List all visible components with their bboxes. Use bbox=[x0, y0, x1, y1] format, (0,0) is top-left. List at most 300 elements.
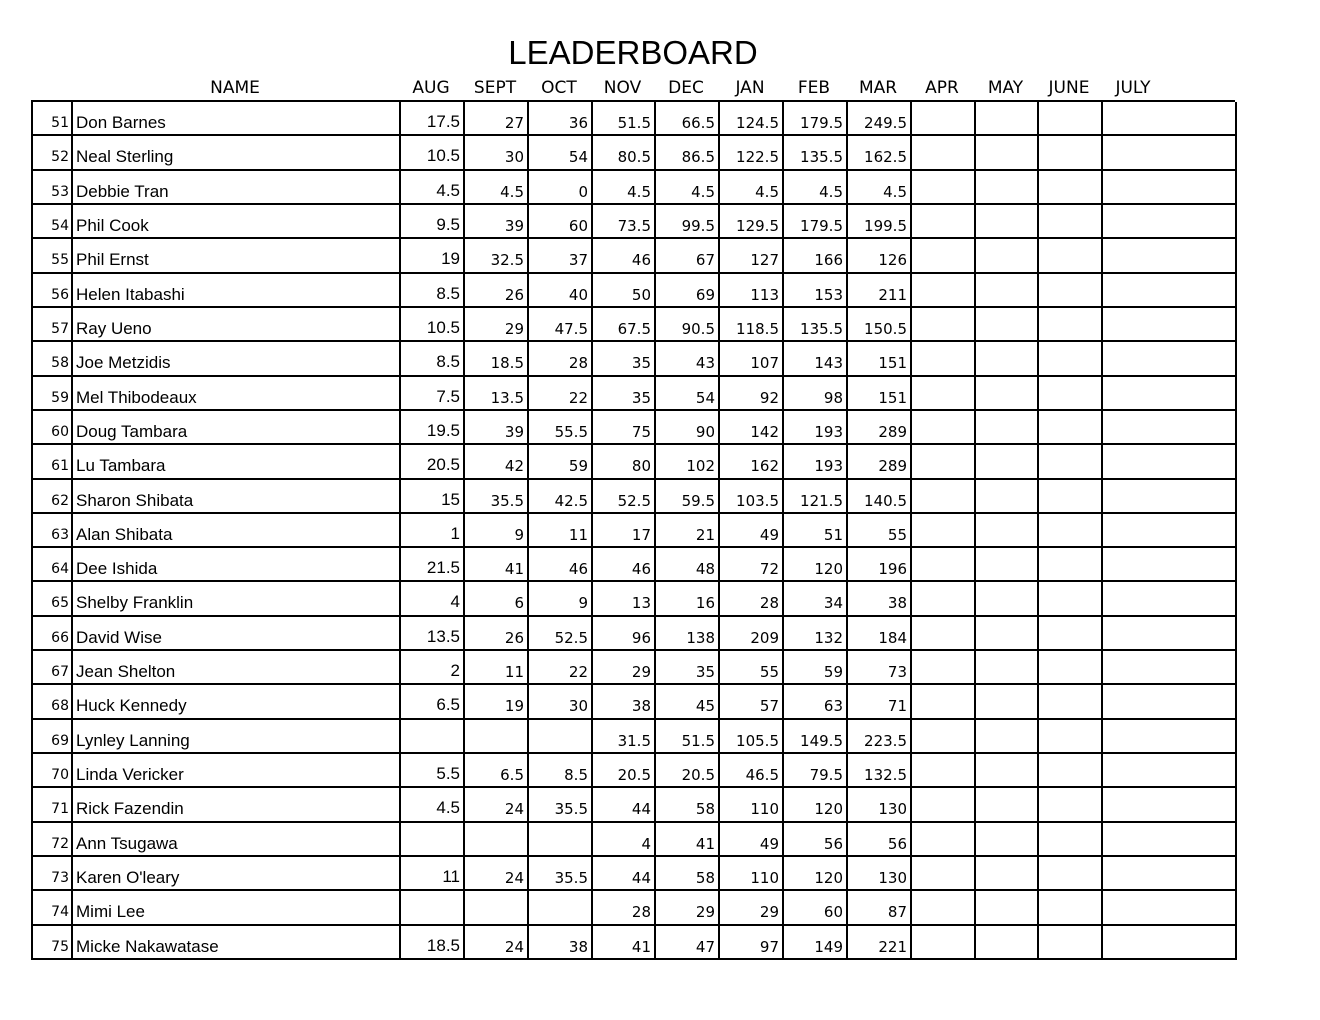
score-cell-july bbox=[1103, 754, 1237, 788]
score-cell-july bbox=[1103, 308, 1237, 342]
score-cell-feb: 153 bbox=[784, 274, 848, 308]
score-cell-july bbox=[1103, 857, 1237, 891]
score-cell-dec: 58 bbox=[656, 857, 720, 891]
score-cell-nov: 96 bbox=[593, 617, 656, 651]
score-cell-oct: 35.5 bbox=[529, 857, 593, 891]
score-cell-aug: 15 bbox=[401, 480, 465, 514]
rank-cell: 75 bbox=[33, 926, 73, 960]
score-cell-nov: 46 bbox=[593, 239, 656, 273]
score-cell-oct: 11 bbox=[529, 514, 593, 548]
score-cell-july bbox=[1103, 926, 1237, 960]
name-cell: Doug Tambara bbox=[73, 411, 401, 445]
score-cell-june bbox=[1039, 720, 1103, 754]
score-cell-nov: 52.5 bbox=[593, 480, 656, 514]
score-cell-oct: 60 bbox=[529, 205, 593, 239]
score-cell-apr bbox=[912, 651, 976, 685]
score-cell-mar: 196 bbox=[848, 548, 912, 582]
score-cell-nov: 35 bbox=[593, 377, 656, 411]
score-cell-apr bbox=[912, 582, 976, 616]
score-cell-apr bbox=[912, 514, 976, 548]
score-cell-feb: 193 bbox=[784, 445, 848, 479]
score-cell-nov: 80.5 bbox=[593, 136, 656, 170]
score-cell-aug: 5.5 bbox=[401, 754, 465, 788]
score-cell-feb: 193 bbox=[784, 411, 848, 445]
table-row bbox=[33, 651, 1235, 685]
score-cell-oct: 30 bbox=[529, 685, 593, 719]
score-cell-sept bbox=[465, 720, 529, 754]
score-cell-jan: 49 bbox=[720, 514, 784, 548]
score-cell-july bbox=[1103, 891, 1237, 925]
score-cell-sept: 24 bbox=[465, 857, 529, 891]
score-cell-dec: 21 bbox=[656, 514, 720, 548]
score-cell-june bbox=[1039, 617, 1103, 651]
score-cell-june bbox=[1039, 342, 1103, 376]
score-cell-dec: 59.5 bbox=[656, 480, 720, 514]
column-header-dec: DEC bbox=[668, 78, 704, 98]
score-cell-mar: 184 bbox=[848, 617, 912, 651]
column-header-feb: FEB bbox=[797, 78, 831, 98]
score-cell-nov: 41 bbox=[593, 926, 656, 960]
score-cell-nov: 29 bbox=[593, 651, 656, 685]
score-cell-july bbox=[1103, 582, 1237, 616]
score-cell-sept: 27 bbox=[465, 102, 529, 136]
score-cell-jan: 118.5 bbox=[720, 308, 784, 342]
name-cell: Alan Shibata bbox=[73, 514, 401, 548]
score-cell-feb: 120 bbox=[784, 857, 848, 891]
score-cell-sept bbox=[465, 891, 529, 925]
score-cell-dec: 45 bbox=[656, 685, 720, 719]
name-cell: Ray Ueno bbox=[73, 308, 401, 342]
score-cell-sept: 6 bbox=[465, 582, 529, 616]
score-cell-june bbox=[1039, 582, 1103, 616]
score-cell-jan: 92 bbox=[720, 377, 784, 411]
column-header-oct: OCT bbox=[541, 78, 577, 98]
score-cell-oct: 35.5 bbox=[529, 788, 593, 822]
score-cell-june bbox=[1039, 239, 1103, 273]
score-cell-june bbox=[1039, 857, 1103, 891]
score-cell-aug: 8.5 bbox=[401, 342, 465, 376]
score-cell-mar: 289 bbox=[848, 445, 912, 479]
score-cell-aug: 4 bbox=[401, 582, 465, 616]
table-row bbox=[33, 102, 1235, 136]
rank-cell: 60 bbox=[33, 411, 73, 445]
score-cell-feb: 149.5 bbox=[784, 720, 848, 754]
score-cell-may bbox=[976, 926, 1039, 960]
score-cell-may bbox=[976, 171, 1039, 205]
score-cell-sept: 26 bbox=[465, 274, 529, 308]
score-cell-apr bbox=[912, 823, 976, 857]
score-cell-may bbox=[976, 720, 1039, 754]
score-cell-may bbox=[976, 548, 1039, 582]
score-cell-mar: 87 bbox=[848, 891, 912, 925]
score-cell-june bbox=[1039, 136, 1103, 170]
score-cell-may bbox=[976, 685, 1039, 719]
score-cell-sept: 9 bbox=[465, 514, 529, 548]
score-cell-may bbox=[976, 857, 1039, 891]
score-cell-aug: 4.5 bbox=[401, 788, 465, 822]
rank-cell: 51 bbox=[33, 102, 73, 136]
score-cell-aug: 2 bbox=[401, 651, 465, 685]
score-cell-dec: 41 bbox=[656, 823, 720, 857]
rank-cell: 67 bbox=[33, 651, 73, 685]
score-cell-dec: 29 bbox=[656, 891, 720, 925]
score-cell-may bbox=[976, 823, 1039, 857]
score-cell-jan: 122.5 bbox=[720, 136, 784, 170]
score-cell-nov: 4 bbox=[593, 823, 656, 857]
score-cell-oct bbox=[529, 720, 593, 754]
score-cell-apr bbox=[912, 720, 976, 754]
rank-cell: 56 bbox=[33, 274, 73, 308]
score-cell-june bbox=[1039, 102, 1103, 136]
column-header-nov: NOV bbox=[603, 78, 642, 98]
score-cell-apr bbox=[912, 239, 976, 273]
score-cell-feb: 135.5 bbox=[784, 136, 848, 170]
score-cell-aug: 7.5 bbox=[401, 377, 465, 411]
table-row bbox=[33, 445, 1235, 479]
score-cell-dec: 99.5 bbox=[656, 205, 720, 239]
score-cell-mar: 4.5 bbox=[848, 171, 912, 205]
score-cell-sept: 39 bbox=[465, 205, 529, 239]
score-cell-sept: 39 bbox=[465, 411, 529, 445]
score-cell-nov: 44 bbox=[593, 788, 656, 822]
score-cell-nov: 44 bbox=[593, 857, 656, 891]
rank-cell: 73 bbox=[33, 857, 73, 891]
rank-cell: 57 bbox=[33, 308, 73, 342]
score-cell-mar: 289 bbox=[848, 411, 912, 445]
score-cell-may bbox=[976, 788, 1039, 822]
score-cell-aug bbox=[401, 891, 465, 925]
score-cell-apr bbox=[912, 136, 976, 170]
score-cell-jan: 110 bbox=[720, 857, 784, 891]
score-cell-feb: 132 bbox=[784, 617, 848, 651]
score-cell-july bbox=[1103, 788, 1237, 822]
score-cell-apr bbox=[912, 857, 976, 891]
score-cell-mar: 132.5 bbox=[848, 754, 912, 788]
score-cell-dec: 35 bbox=[656, 651, 720, 685]
score-cell-oct: 37 bbox=[529, 239, 593, 273]
rank-cell: 54 bbox=[33, 205, 73, 239]
score-cell-aug: 20.5 bbox=[401, 445, 465, 479]
score-cell-oct: 42.5 bbox=[529, 480, 593, 514]
score-cell-jan: 110 bbox=[720, 788, 784, 822]
column-header-jan: JAN bbox=[735, 78, 765, 98]
column-header-aug: AUG bbox=[412, 78, 450, 98]
score-cell-aug: 4.5 bbox=[401, 171, 465, 205]
score-cell-feb: 63 bbox=[784, 685, 848, 719]
score-cell-apr bbox=[912, 171, 976, 205]
score-cell-jan: 46.5 bbox=[720, 754, 784, 788]
score-cell-sept: 24 bbox=[465, 788, 529, 822]
table-row bbox=[33, 342, 1235, 376]
score-cell-aug bbox=[401, 720, 465, 754]
name-cell: Jean Shelton bbox=[73, 651, 401, 685]
name-cell: Lu Tambara bbox=[73, 445, 401, 479]
score-cell-july bbox=[1103, 205, 1237, 239]
score-cell-nov: 4.5 bbox=[593, 171, 656, 205]
rank-cell: 72 bbox=[33, 823, 73, 857]
score-cell-july bbox=[1103, 617, 1237, 651]
score-cell-oct: 9 bbox=[529, 582, 593, 616]
name-cell: Rick Fazendin bbox=[73, 788, 401, 822]
score-cell-nov: 20.5 bbox=[593, 754, 656, 788]
score-cell-dec: 66.5 bbox=[656, 102, 720, 136]
name-cell: Dee Ishida bbox=[73, 548, 401, 582]
name-cell: Huck Kennedy bbox=[73, 685, 401, 719]
score-cell-jan: 162 bbox=[720, 445, 784, 479]
score-cell-may bbox=[976, 617, 1039, 651]
score-cell-june bbox=[1039, 823, 1103, 857]
score-cell-mar: 130 bbox=[848, 788, 912, 822]
rank-cell: 52 bbox=[33, 136, 73, 170]
score-cell-mar: 56 bbox=[848, 823, 912, 857]
score-cell-dec: 43 bbox=[656, 342, 720, 376]
score-cell-sept: 4.5 bbox=[465, 171, 529, 205]
score-cell-mar: 211 bbox=[848, 274, 912, 308]
score-cell-nov: 28 bbox=[593, 891, 656, 925]
score-cell-sept: 11 bbox=[465, 651, 529, 685]
score-cell-may bbox=[976, 308, 1039, 342]
score-cell-may bbox=[976, 514, 1039, 548]
rank-cell: 58 bbox=[33, 342, 73, 376]
score-cell-aug: 1 bbox=[401, 514, 465, 548]
table-row bbox=[33, 171, 1235, 205]
score-cell-dec: 90 bbox=[656, 411, 720, 445]
rank-cell: 63 bbox=[33, 514, 73, 548]
score-cell-july bbox=[1103, 239, 1237, 273]
score-cell-may bbox=[976, 891, 1039, 925]
score-cell-oct: 36 bbox=[529, 102, 593, 136]
score-cell-dec: 90.5 bbox=[656, 308, 720, 342]
score-cell-may bbox=[976, 136, 1039, 170]
score-cell-feb: 79.5 bbox=[784, 754, 848, 788]
score-cell-sept: 30 bbox=[465, 136, 529, 170]
score-cell-aug: 6.5 bbox=[401, 685, 465, 719]
score-cell-july bbox=[1103, 685, 1237, 719]
score-cell-jan: 4.5 bbox=[720, 171, 784, 205]
score-cell-june bbox=[1039, 685, 1103, 719]
column-header-apr: APR bbox=[925, 78, 959, 98]
score-cell-oct: 0 bbox=[529, 171, 593, 205]
score-cell-jan: 55 bbox=[720, 651, 784, 685]
table-row bbox=[33, 720, 1235, 754]
score-cell-jan: 105.5 bbox=[720, 720, 784, 754]
score-cell-sept: 32.5 bbox=[465, 239, 529, 273]
score-cell-june bbox=[1039, 754, 1103, 788]
name-cell: Shelby Franklin bbox=[73, 582, 401, 616]
column-header-name: NAME bbox=[210, 78, 260, 98]
score-cell-may bbox=[976, 445, 1039, 479]
score-cell-jan: 209 bbox=[720, 617, 784, 651]
score-cell-june bbox=[1039, 514, 1103, 548]
name-cell: Neal Sterling bbox=[73, 136, 401, 170]
score-cell-jan: 72 bbox=[720, 548, 784, 582]
score-cell-aug: 11 bbox=[401, 857, 465, 891]
score-cell-sept: 13.5 bbox=[465, 377, 529, 411]
score-cell-nov: 80 bbox=[593, 445, 656, 479]
score-cell-jan: 103.5 bbox=[720, 480, 784, 514]
column-header-mar: MAR bbox=[858, 78, 898, 98]
score-cell-feb: 59 bbox=[784, 651, 848, 685]
score-cell-july bbox=[1103, 342, 1237, 376]
score-cell-feb: 120 bbox=[784, 548, 848, 582]
name-cell: Joe Metzidis bbox=[73, 342, 401, 376]
score-cell-july bbox=[1103, 102, 1237, 136]
score-cell-feb: 98 bbox=[784, 377, 848, 411]
score-cell-july bbox=[1103, 514, 1237, 548]
score-cell-nov: 17 bbox=[593, 514, 656, 548]
name-cell: Don Barnes bbox=[73, 102, 401, 136]
score-cell-jan: 28 bbox=[720, 582, 784, 616]
column-header-may: MAY bbox=[987, 78, 1024, 98]
score-cell-june bbox=[1039, 926, 1103, 960]
score-cell-feb: 121.5 bbox=[784, 480, 848, 514]
score-cell-sept: 41 bbox=[465, 548, 529, 582]
score-cell-nov: 73.5 bbox=[593, 205, 656, 239]
score-cell-july bbox=[1103, 720, 1237, 754]
score-cell-oct: 55.5 bbox=[529, 411, 593, 445]
score-cell-mar: 55 bbox=[848, 514, 912, 548]
score-cell-oct: 54 bbox=[529, 136, 593, 170]
score-cell-may bbox=[976, 754, 1039, 788]
rank-cell: 66 bbox=[33, 617, 73, 651]
score-cell-feb: 149 bbox=[784, 926, 848, 960]
rank-cell: 74 bbox=[33, 891, 73, 925]
score-cell-june bbox=[1039, 788, 1103, 822]
score-cell-feb: 179.5 bbox=[784, 102, 848, 136]
score-cell-nov: 38 bbox=[593, 685, 656, 719]
score-cell-mar: 130 bbox=[848, 857, 912, 891]
score-cell-aug: 13.5 bbox=[401, 617, 465, 651]
score-cell-mar: 38 bbox=[848, 582, 912, 616]
score-cell-oct: 8.5 bbox=[529, 754, 593, 788]
rank-cell: 62 bbox=[33, 480, 73, 514]
rank-cell: 53 bbox=[33, 171, 73, 205]
score-cell-june bbox=[1039, 548, 1103, 582]
table-row bbox=[33, 377, 1235, 411]
score-cell-feb: 179.5 bbox=[784, 205, 848, 239]
score-cell-dec: 58 bbox=[656, 788, 720, 822]
score-cell-mar: 199.5 bbox=[848, 205, 912, 239]
score-cell-oct: 38 bbox=[529, 926, 593, 960]
score-cell-sept: 24 bbox=[465, 926, 529, 960]
score-cell-apr bbox=[912, 548, 976, 582]
score-cell-oct: 59 bbox=[529, 445, 593, 479]
score-cell-mar: 223.5 bbox=[848, 720, 912, 754]
name-cell: Mimi Lee bbox=[73, 891, 401, 925]
score-cell-aug: 19 bbox=[401, 239, 465, 273]
score-cell-feb: 56 bbox=[784, 823, 848, 857]
score-cell-june bbox=[1039, 445, 1103, 479]
score-cell-dec: 86.5 bbox=[656, 136, 720, 170]
score-cell-mar: 140.5 bbox=[848, 480, 912, 514]
score-cell-jan: 107 bbox=[720, 342, 784, 376]
score-cell-june bbox=[1039, 411, 1103, 445]
score-cell-june bbox=[1039, 205, 1103, 239]
rank-cell: 68 bbox=[33, 685, 73, 719]
score-cell-aug: 19.5 bbox=[401, 411, 465, 445]
name-cell: Lynley Lanning bbox=[73, 720, 401, 754]
column-header-june: JUNE bbox=[1048, 78, 1090, 98]
rank-cell: 59 bbox=[33, 377, 73, 411]
score-cell-aug: 17.5 bbox=[401, 102, 465, 136]
score-cell-feb: 4.5 bbox=[784, 171, 848, 205]
score-cell-jan: 57 bbox=[720, 685, 784, 719]
table-row bbox=[33, 411, 1235, 445]
table-row bbox=[33, 857, 1235, 891]
score-cell-apr bbox=[912, 480, 976, 514]
rank-cell: 70 bbox=[33, 754, 73, 788]
name-cell: Mel Thibodeaux bbox=[73, 377, 401, 411]
score-cell-sept: 6.5 bbox=[465, 754, 529, 788]
score-cell-july bbox=[1103, 411, 1237, 445]
score-cell-oct bbox=[529, 823, 593, 857]
table-row bbox=[33, 891, 1235, 925]
table-row bbox=[33, 823, 1235, 857]
score-cell-may bbox=[976, 582, 1039, 616]
score-cell-apr bbox=[912, 754, 976, 788]
score-cell-may bbox=[976, 342, 1039, 376]
score-cell-oct: 52.5 bbox=[529, 617, 593, 651]
score-cell-apr bbox=[912, 617, 976, 651]
score-cell-jan: 113 bbox=[720, 274, 784, 308]
score-cell-july bbox=[1103, 274, 1237, 308]
score-cell-july bbox=[1103, 171, 1237, 205]
score-cell-may bbox=[976, 411, 1039, 445]
score-cell-apr bbox=[912, 205, 976, 239]
score-cell-may bbox=[976, 480, 1039, 514]
score-cell-apr bbox=[912, 445, 976, 479]
score-cell-nov: 31.5 bbox=[593, 720, 656, 754]
table-row bbox=[33, 308, 1235, 342]
score-cell-apr bbox=[912, 411, 976, 445]
table-row bbox=[33, 239, 1235, 273]
score-cell-dec: 102 bbox=[656, 445, 720, 479]
rank-cell: 65 bbox=[33, 582, 73, 616]
score-cell-june bbox=[1039, 308, 1103, 342]
score-cell-june bbox=[1039, 171, 1103, 205]
score-cell-may bbox=[976, 377, 1039, 411]
score-cell-feb: 34 bbox=[784, 582, 848, 616]
score-cell-nov: 51.5 bbox=[593, 102, 656, 136]
score-cell-dec: 138 bbox=[656, 617, 720, 651]
score-cell-aug: 10.5 bbox=[401, 308, 465, 342]
table-row bbox=[33, 685, 1235, 719]
score-cell-oct: 40 bbox=[529, 274, 593, 308]
score-cell-feb: 143 bbox=[784, 342, 848, 376]
rank-cell: 69 bbox=[33, 720, 73, 754]
score-cell-nov: 75 bbox=[593, 411, 656, 445]
score-cell-apr bbox=[912, 891, 976, 925]
score-cell-apr bbox=[912, 342, 976, 376]
score-cell-apr bbox=[912, 788, 976, 822]
name-cell: Phil Ernst bbox=[73, 239, 401, 273]
score-cell-july bbox=[1103, 651, 1237, 685]
score-cell-jan: 127 bbox=[720, 239, 784, 273]
name-cell: Linda Vericker bbox=[73, 754, 401, 788]
score-cell-feb: 51 bbox=[784, 514, 848, 548]
score-cell-oct: 28 bbox=[529, 342, 593, 376]
score-cell-july bbox=[1103, 136, 1237, 170]
score-cell-june bbox=[1039, 480, 1103, 514]
score-cell-sept: 18.5 bbox=[465, 342, 529, 376]
score-cell-apr bbox=[912, 377, 976, 411]
column-header-sept: SEPT bbox=[473, 78, 517, 98]
score-cell-dec: 20.5 bbox=[656, 754, 720, 788]
score-cell-july bbox=[1103, 377, 1237, 411]
score-cell-july bbox=[1103, 548, 1237, 582]
score-cell-dec: 67 bbox=[656, 239, 720, 273]
score-cell-mar: 162.5 bbox=[848, 136, 912, 170]
